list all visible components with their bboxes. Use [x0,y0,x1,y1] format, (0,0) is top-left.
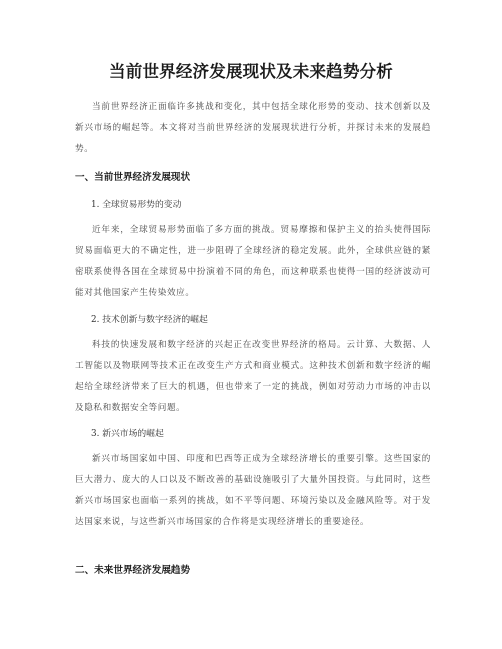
section-heading-current-status: 一、当前世界经济发展现状 [75,172,191,183]
subsection-body-technology: 科技的快速发展和数字经济的兴起正在改变世界经济的格局。云计算、大数据、人工智能以及物联网等技术正在改变生产方式和商业模式。这种技术创新和数字经济的崛起给全球经济带来了巨大的机遇，但也带来了一定的挑战，例如对劳动力市场的冲击以及隐私和数据安全等问题。 [75,340,431,413]
subsection-heading-trade: 1. 全球贸易形势的变动 [91,200,182,210]
subsection-heading-technology: 2. 技术创新与数字经济的崛起 [91,315,208,325]
subsection-body-trade: 近年来，全球贸易形势面临了多方面的挑战。贸易摩擦和保护主义的抬头使得国际贸易面临更大的不确定性，进一步阻碍了全球经济的稳定发展。此外，全球供应链的紧密联系使得各国在全球贸易中扮演着不同的角色，而这种联系也使得一国的经济波动可能对其他国家产生传染效应。 [75,225,431,298]
document-title: 当前世界经济发展现状及未来趋势分析 [109,62,393,81]
intro-paragraph: 当前世界经济正面临许多挑战和变化，其中包括全球化形势的变动、技术创新以及新兴市场的崛起等。本文将对当前世界经济的发展现状进行分析，并探讨未来的发展趋势。 [75,102,431,154]
subsection-body-emerging-markets: 新兴市场国家如中国、印度和巴西等正成为全球经济增长的重要引擎。这些国家的巨大潜力、庞大的人口以及不断改善的基础设施吸引了大量外国投资。与此同时，这些新兴市场国家也面临一系列的挑战，如不平等问题、环境污染以及金融风险等。对于发达国家来说，与这些新兴市场国家的合作将是实现经济增长的重要途径。 [75,454,431,527]
section-heading-future-trends: 二、未来世界经济发展趋势 [75,565,191,576]
subsection-heading-emerging-markets: 3. 新兴市场的崛起 [91,429,164,439]
